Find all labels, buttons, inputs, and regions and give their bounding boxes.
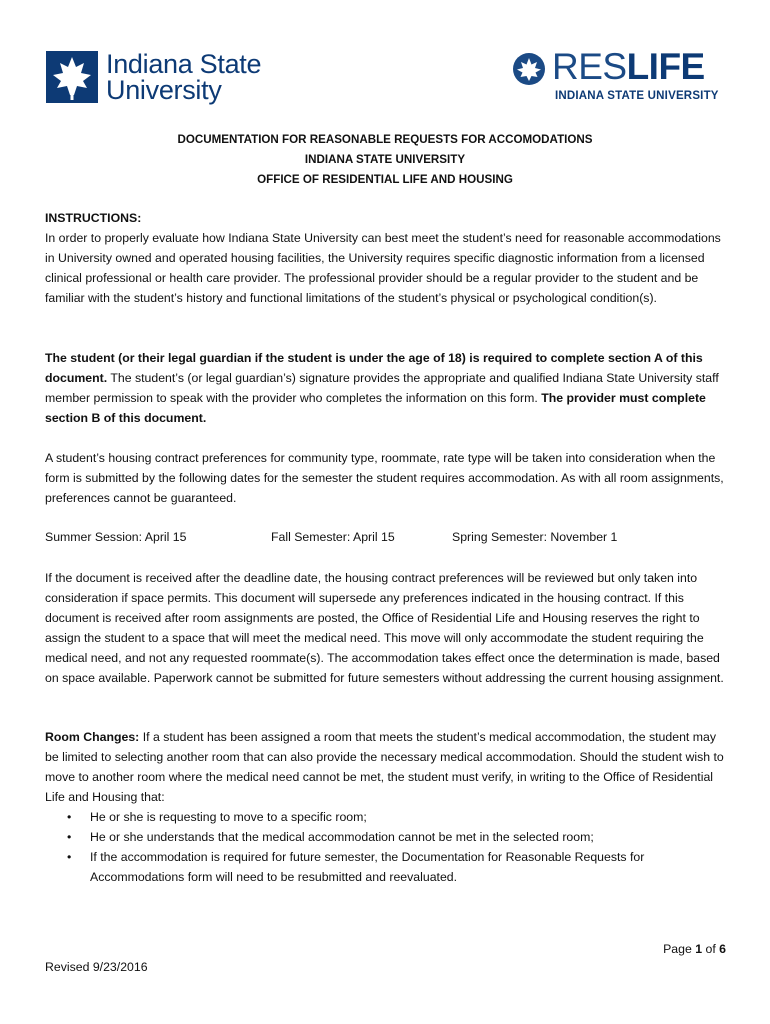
bullet-icon: • — [67, 810, 72, 824]
isu-logo-line2: University — [106, 75, 222, 105]
bullet-icon: • — [67, 830, 72, 844]
instructions-section — [45, 208, 730, 308]
reslife-res: RES — [552, 46, 627, 87]
revision-date: Revised 9/23/2016 — [45, 960, 148, 974]
bullet-icon: • — [67, 850, 72, 864]
reslife-life: LIFE — [626, 46, 705, 87]
reslife-wordmark — [552, 47, 705, 87]
title-line-2: INDIANA STATE UNIVERSITY — [304, 153, 466, 166]
isu-logo — [46, 48, 296, 110]
room-change-conditions — [45, 807, 730, 887]
section-requirements — [45, 348, 730, 428]
page-number: Page 1 of 6 — [663, 942, 726, 956]
list-item: • He or she understands that the medical accommodation cannot be met in the selected room; — [45, 827, 730, 847]
reslife-emblem-icon — [512, 52, 546, 86]
fall-deadline: Fall Semester: April 15 — [271, 530, 395, 544]
isu-logo-line1: Indiana State — [106, 49, 262, 79]
reslife-logo — [512, 46, 724, 110]
room-changes-text: If a student has been assigned a room that meets the student’s medical accommodation, the student may be limited to selecting another room that can also provide the necessary medical accommodation. Should the student wish to move to another room where the medical need cannot be met, the student must verify, in writing to the Office of Residential Life and Housing that: — [45, 730, 724, 804]
room-changes-section — [45, 727, 730, 887]
document-title — [0, 130, 770, 190]
list-item: • He or she is requesting to move to a specific room; — [45, 807, 730, 827]
section-a-requirement: The student (or their legal guardian if the student is under the age of 18) is required to complete section A of this document. — [45, 351, 703, 385]
signature-permission-text: The student’s (or legal guardian’s) signature provides the appropriate and qualified Indiana State University staff member permission to speak with the provider who completes the information on this form. — [45, 371, 719, 405]
title-line-3: OFFICE OF RESIDENTIAL LIFE AND HOUSING — [257, 173, 513, 186]
summer-deadline: Summer Session: April 15 — [45, 530, 187, 544]
list-item: • If the accommodation is required for future semester, the Documentation for Reasonable Requests for Accommodations form will need to be resubmitted and reevaluated. — [45, 847, 730, 887]
late-submission-paragraph — [45, 568, 730, 688]
deadline-dates — [45, 527, 730, 547]
late-submission-text: If the document is received after the deadline date, the housing contract preferences will be reviewed but only taken into consideration if space permits. This document will supersede any preferences indicated in the housing contract. If this document is received after room assignments are posted, the Office of Residential Life and Housing reserves the right to assign the student to a space that will meet the medical need. This move will only accommodate the student requiring the medical need, and not any requested roommate(s). The accommodation takes effect once the determination is made, based on space available. Paperwork cannot be submitted for future semesters without addressing the current housing assignment. — [45, 571, 724, 685]
room-changes-label: Room Changes: — [45, 730, 140, 744]
preferences-paragraph — [45, 448, 730, 508]
spring-deadline: Spring Semester: November 1 — [452, 530, 618, 544]
isu-leaf-icon — [46, 51, 98, 103]
preferences-text: A student’s housing contract preferences for community type, roommate, rate type will be taken into consideration when the form is submitted by the following dates for the semester the student requires accommodation. As with all room assignments, preferences cannot be guaranteed. — [45, 451, 724, 505]
title-line-1: DOCUMENTATION FOR REASONABLE REQUESTS FOR ACCOMODATIONS — [177, 133, 593, 146]
instructions-heading: INSTRUCTIONS: — [45, 211, 142, 225]
section-b-requirement: The provider must complete section B of this document. — [45, 391, 706, 425]
instructions-text: In order to properly evaluate how Indiana State University can best meet the student’s need for reasonable accommodations in University owned and operated housing facilities, the University requires specific diagnostic information from a licensed clinical professional or health care provider. The professional provider should be a regular provider to the student and be familiar with the student’s history and functional limitations of the student’s physical or psychological condition(s). — [45, 231, 721, 305]
reslife-subtitle: INDIANA STATE UNIVERSITY — [555, 90, 719, 102]
